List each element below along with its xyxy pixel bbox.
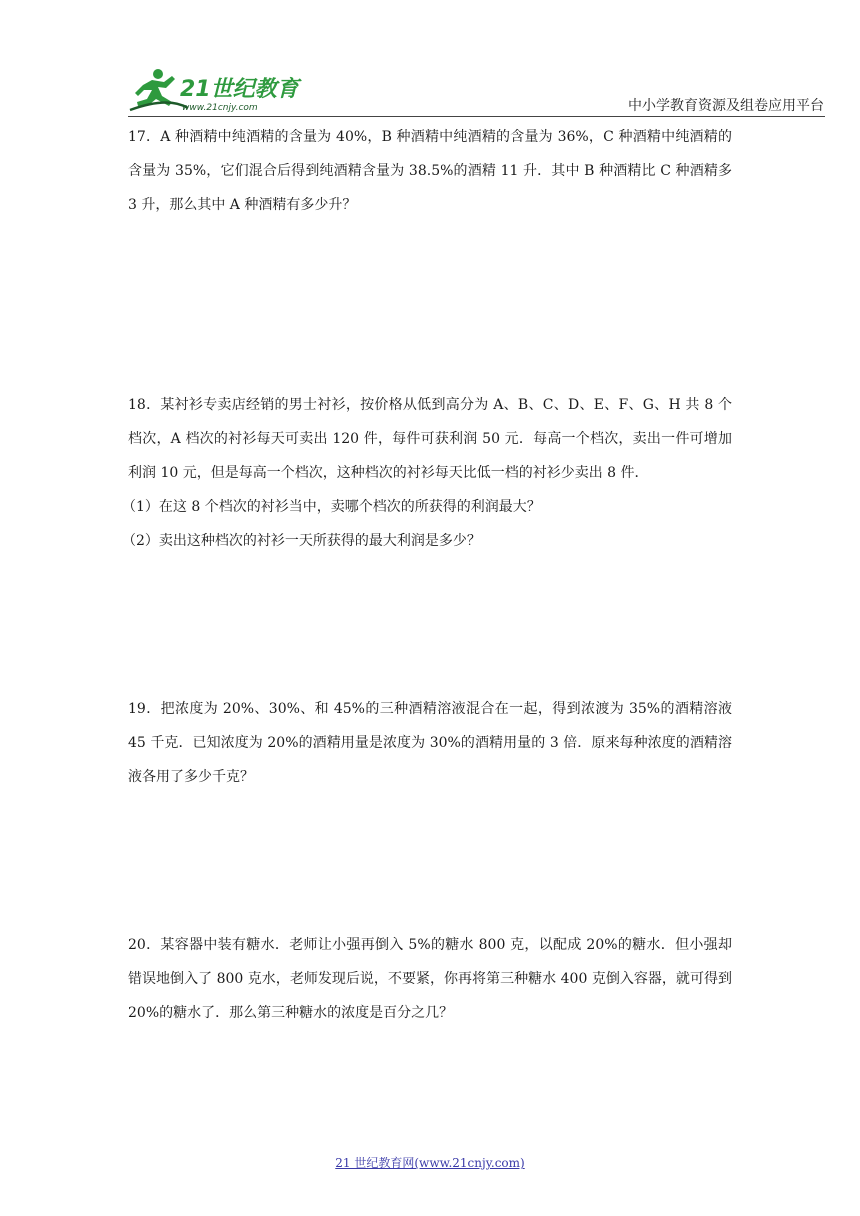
question-18: [122, 388, 732, 558]
logo-url-text: www.21cnjy.com: [182, 103, 258, 113]
question-18-text: 18．某衬衫专卖店经销的男士衬衫，按价格从低到高分为 A、B、C、D、E、F、G、H 共 8 个档次，A 档次的衬衫每天可卖出 120 件，每件可获利润 50 元．每高一个档次，卖出一件可增加利润 10 元，但是每高一个档次，这种档次的衬衫每天比低一档的衬衫少卖出 8 件．: [128, 397, 732, 481]
question-18-sub-1: （1）在这 8 个档次的衬衫当中，卖哪个档次的所获得的利润最大？: [122, 499, 541, 515]
question-19-text: 19．把浓度为 20%、30%、和 45%的三种酒精溶液混合在一起，得到浓渡为 35%的酒精溶液 45 千克．已知浓度为 20%的酒精用量是浓度为 30%的酒精用量的 3 倍．原来每种浓度的酒精溶液各用了多少千克？: [128, 701, 732, 785]
logo-main-text: 21世纪教育: [180, 77, 299, 102]
page-footer: [0, 1154, 860, 1171]
question-17: [128, 120, 732, 222]
question-19: [128, 692, 732, 794]
header-divider: [128, 116, 825, 117]
question-20: [128, 928, 732, 1030]
site-logo: [128, 66, 308, 114]
footer-link[interactable]: 21 世纪教育网(www.21cnjy.com): [335, 1156, 525, 1170]
question-20-text: 20．某容器中装有糖水．老师让小强再倒入 5%的糖水 800 克，以配成 20%的糖水．但小强却错误地倒入了 800 克水，老师发现后说，不要紧，你再将第三种糖水 400 克倒入容器，就可得到 20%的糖水了．那么第三种糖水的浓度是百分之几？: [128, 937, 732, 1021]
question-18-sub-2: （2）卖出这种档次的衬衫一天所获得的最大利润是多少？: [122, 533, 481, 549]
site-name: 中小学教育资源及组卷应用平台: [628, 98, 824, 114]
page-header: [0, 0, 860, 120]
question-17-text: 17．A 种酒精中纯酒精的含量为 40%，B 种酒精中纯酒精的含量为 36%，C 种酒精中纯酒精的含量为 35%，它们混合后得到纯酒精含量为 38.5%的酒精 11 升．其中 B 种酒精比 C 种酒精多 3 升，那么其中 A 种酒精有多少升？: [128, 129, 732, 213]
